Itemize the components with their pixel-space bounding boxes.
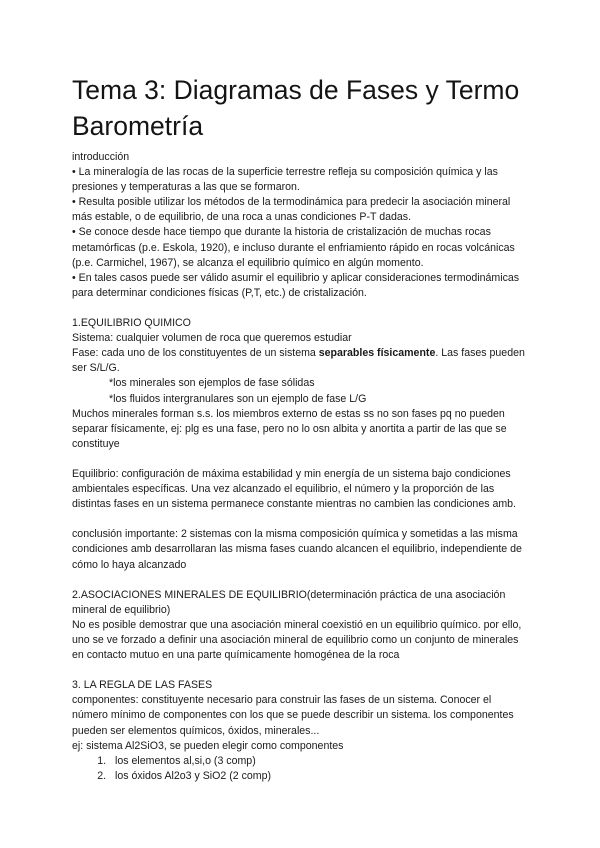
- page-title: Tema 3: Diagramas de Fases y Termo Barometría: [72, 75, 520, 141]
- section-heading: 3. LA REGLA DE LAS FASES: [72, 679, 213, 692]
- list-item: 1. los elementos al,si,o (3 comp): [109, 754, 528, 769]
- intro-bullet: • Resulta posible utilizar los métodos de la termodinámica para predecir la asociación mineral más estable, o de equilibrio, de una roca a unas condiciones P-T dadas.: [72, 196, 511, 224]
- fase-emphasis: separables físicamente: [318, 347, 436, 360]
- intro-bullet: • En tales casos puede ser válido asumir el equilibrio y aplicar consideraciones termodinámicas para determinar condiciones físicas (P,T, etc.) de cristalización.: [72, 271, 520, 299]
- example-line: ej: sistema Al2SiO3, se pueden elegir como componentes: [72, 739, 344, 752]
- example-line: *los minerales son ejemplos de fase sólidas: [109, 377, 315, 390]
- intro-heading: introducción: [72, 151, 130, 163]
- intro-bullet: • Se conoce desde hace tiempo que durante la historia de cristalización de muchas rocas metamórficas (p.e. Eskola, 1920), e incluso durante el enfriamiento rápido en rocas volcánicas (p.e. Carmichel, 1967), se alcanza el equilibrio químico en algún momento.: [72, 226, 515, 269]
- fase-text-end: . Las fases pueden ser S/L/G.: [72, 347, 525, 375]
- definition-sistema: Sistema: cualquier volumen de roca que queremos estudiar: [72, 332, 352, 345]
- spacer: [72, 452, 528, 467]
- section-heading: 2.ASOCIACIONES MINERALES DE EQUILIBRIO(determinación práctica de una asociación mineral de equilibrio): [72, 588, 506, 616]
- fase-text: Fase: cada uno de los constituyentes de un sistema: [72, 347, 319, 360]
- paragraph: Muchos minerales forman s.s. los miembros externo de estas ss no son fases pq no pueden separar físicamente, ej: plg es una fase, pero no lo osn albita y anortita a partir de las que se constituye: [72, 407, 507, 450]
- conclusion-paragraph: conclusión importante: 2 sistemas con la misma composición química y sometidas a las misma condiciones amb desarrollaran las misma fases cuando alcancen el equilibrio, independiente de cómo lo haya alcanzado: [72, 528, 522, 571]
- spacer: [72, 301, 528, 316]
- paragraph: componentes: constituyente necesario para construir las fases de un sistema. Conocer el número mínimo de componentes con los que se puede describir un sistema. los componentes pueden ser elementos químicos, óxidos, minerales...: [72, 694, 514, 737]
- spacer: [72, 663, 528, 678]
- section-heading: 1.EQUILIBRIO QUIMICO: [72, 317, 191, 330]
- paragraph: No es posible demostrar que una asociación mineral coexistió en un equilibrio químico. por ello, uno se ve forzado a definir una asociación mineral de equilibrio como un conjunto de minerales en contacto mutuo en una parte químicamente homogénea de la roca: [72, 618, 522, 662]
- intro-bullet: • La mineralogía de las rocas de la superficie terrestre refleja su composición química y las presiones y temperaturas a las que se formaron.: [72, 166, 498, 194]
- definition-equilibrio: Equilibrio: configuración de máxima estabilidad y min energía de un sistema bajo condiciones ambientales específicas. Una vez alcanzado el equilibrio, el número y la proporción de las distintas fases en un sistema permanece constante mientras no cambien las condiciones amb.: [72, 467, 516, 511]
- numbered-list: [72, 754, 528, 784]
- example-line: *los fluidos intergranulares son un ejemplo de fase L/G: [109, 392, 367, 405]
- definition-fase: [72, 346, 528, 376]
- spacer: [72, 573, 528, 588]
- spacer: [72, 512, 528, 527]
- list-item: 2. los óxidos Al2o3 y SiO2 (2 comp): [109, 769, 528, 784]
